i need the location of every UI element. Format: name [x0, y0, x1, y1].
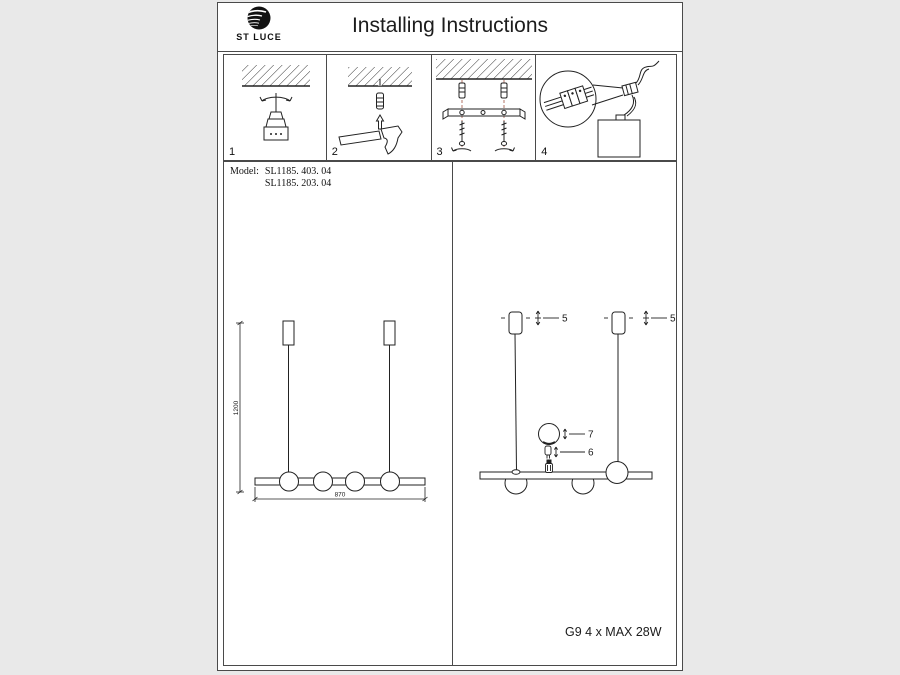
step-number: 1: [229, 146, 236, 158]
pendant-assembly-view: [480, 311, 676, 494]
step-3-cell: [432, 55, 537, 160]
model-number: SL1185. 403. 04: [264, 166, 332, 177]
step-2-cell: [327, 55, 432, 160]
header: [218, 3, 682, 52]
callout-7: 7: [588, 429, 594, 441]
step-1-cell: [224, 55, 327, 160]
width-dimension-label: 870: [334, 491, 346, 499]
lamp-spec: G9 4 x MAX 28W: [565, 625, 662, 639]
step-number: 2: [331, 146, 338, 158]
pendant-dimension-view: [233, 321, 428, 502]
hammer-anchor-icon: [327, 55, 431, 160]
installation-steps: [223, 54, 677, 161]
step-4-cell: [536, 55, 676, 160]
brand-logo: [230, 5, 288, 42]
stluce-sphere-icon: [246, 5, 272, 31]
page-title: Installing Instructions: [351, 14, 549, 37]
drill-ceiling-icon: [224, 55, 326, 160]
brand-name: ST LUCE: [236, 32, 282, 42]
step-number: 4: [541, 146, 548, 158]
drawing-area: [223, 161, 677, 666]
height-dimension-label: 1200: [233, 400, 240, 416]
technical-drawings: [224, 162, 676, 665]
model-number: SL1185. 203. 04: [264, 178, 332, 189]
step-number: 3: [436, 146, 443, 158]
callout-5-right: 5: [670, 313, 676, 325]
callout-5-left: 5: [562, 313, 568, 325]
callout-6: 6: [588, 447, 594, 459]
bracket-screws-icon: [432, 55, 536, 160]
instruction-sheet: [217, 2, 683, 671]
wiring-canopy-icon: [536, 55, 675, 160]
model-label: Model:: [230, 166, 259, 177]
